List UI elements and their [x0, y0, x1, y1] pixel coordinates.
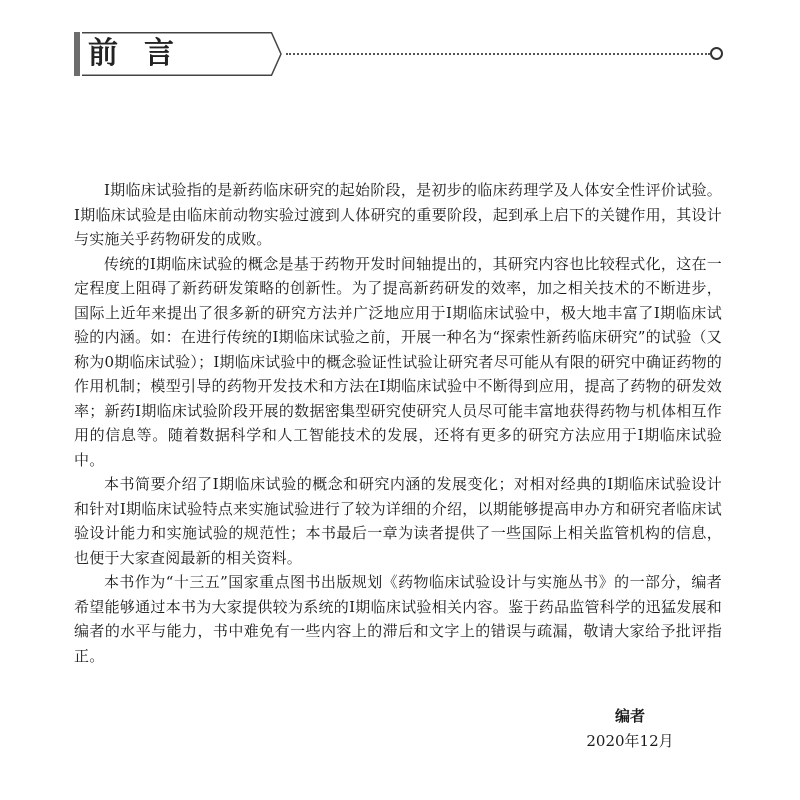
signature-author: 编者 — [614, 707, 645, 725]
rule-end-circle-icon — [710, 47, 723, 60]
paragraph: Ⅰ期临床试验指的是新药临床研究的起始阶段，是初步的临床药理学及人体安全性评价试验。Ⅰ期临床试验是由临床前动物实验过渡到人体研究的重要阶段，起到承上启下的关键作用，其设计与实施关乎药物研发的成败。 — [74, 181, 722, 248]
paragraph: 本书简要介绍了Ⅰ期临床试验的概念和研究内涵的发展变化；对相对经典的Ⅰ期临床试验设计和针对Ⅰ期临床试验特点来实施试验进行了较为详细的介绍，以期能够提高申办方和研究者临床试验设计能力和实施试验的规范性；本书最后一章为读者提供了一些国际上相关监管机构的信息，也便于大家查阅最新的相关资料。 — [74, 475, 722, 567]
page-title: 前言 — [88, 36, 200, 71]
paragraph: 本书作为“十三五”国家重点图书出版规划《药物临床试验设计与实施丛书》的一部分，编者希望能够通过本书为大家提供较为系统的Ⅰ期临床试验相关内容。鉴于药品监管科学的迅猛发展和编者的水平与能力，书中难免有一些内容上的滞后和文字上的错误与疏漏，敬请大家给予批评指正。 — [74, 573, 722, 665]
paragraph: 传统的Ⅰ期临床试验的概念是基于药物开发时间轴提出的，其研究内容也比较程式化，这在一定程度上阻碍了新药研发策略的创新性。为了提高新药研发的效率，加之相关技术的不断进步，国际上近年来提出了很多新的研究方法并广泛地应用于Ⅰ期临床试验中，极大地丰富了Ⅰ期临床试验的内涵。如：在进行传统的Ⅰ期临床试验之前，开展一种名为“探索性新药临床研究”的试验（又称为0期临床试验）；Ⅰ期临床试验中的概念验证性试验让研究者尽可能从有限的研究中确证药物的作用机制；模型引导的药物开发技术和方法在Ⅰ期临床试验中不断得到应用，提高了药物的研发效率；新药Ⅰ期临床试验阶段开展的数据密集型研究使研究人员尽可能丰富地获得药物与机体相互作用的信息等。随着数据科学和人工智能技术的发展，还将有更多的研究方法应用于Ⅰ期临床试验中。 — [74, 254, 722, 469]
header-accent-bar — [74, 32, 80, 76]
chapter-header — [74, 32, 724, 76]
preface-body — [74, 178, 722, 668]
signature-date: 2020年12月 — [586, 732, 674, 750]
header-dotted-rule — [286, 53, 710, 55]
